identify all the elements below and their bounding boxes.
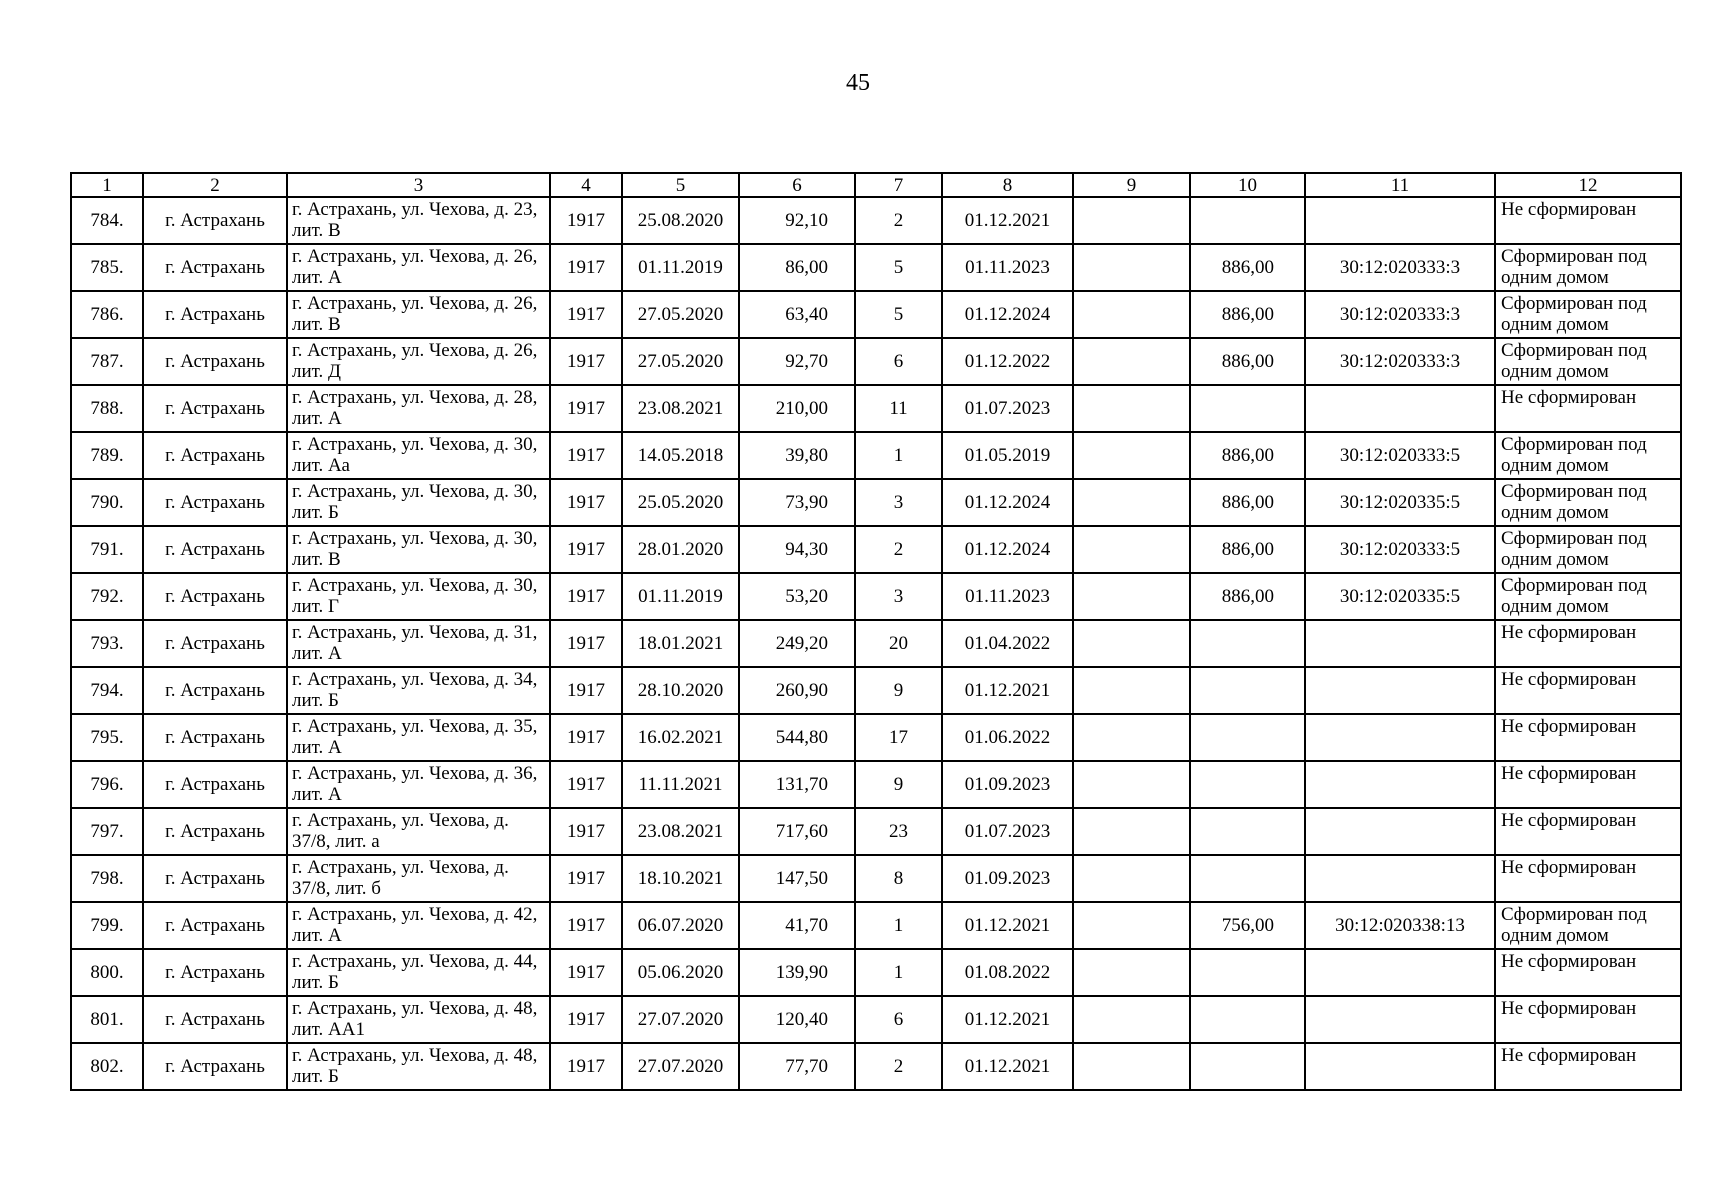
column-9-cell — [1073, 479, 1190, 526]
year-cell: 1917 — [550, 761, 622, 808]
settlement-cell: г. Астрахань — [143, 479, 287, 526]
address-cell: г. Астрахань, ул. Чехова, д. 31, лит. А — [287, 620, 550, 667]
area-cell: 249,20 — [739, 620, 855, 667]
residents-cell: 5 — [855, 244, 942, 291]
row-number-cell: 786. — [71, 291, 143, 338]
column-header-9: 9 — [1073, 173, 1190, 197]
table-row — [71, 244, 1681, 291]
table-row — [71, 432, 1681, 479]
year-cell: 1917 — [550, 808, 622, 855]
address-cell: г. Астрахань, ул. Чехова, д. 26, лит. Д — [287, 338, 550, 385]
land-status-cell: Не сформирован — [1495, 949, 1681, 996]
recognition-date-cell: 14.05.2018 — [622, 432, 739, 479]
year-cell: 1917 — [550, 526, 622, 573]
area-cell: 120,40 — [739, 996, 855, 1043]
column-header-4: 4 — [550, 173, 622, 197]
recognition-date-cell: 23.08.2021 — [622, 808, 739, 855]
row-number-cell: 793. — [71, 620, 143, 667]
land-area-cell — [1190, 385, 1305, 432]
land-area-cell: 886,00 — [1190, 432, 1305, 479]
area-cell: 63,40 — [739, 291, 855, 338]
column-header-10: 10 — [1190, 173, 1305, 197]
resettlement-date-cell: 01.09.2023 — [942, 855, 1073, 902]
table-row — [71, 1043, 1681, 1090]
row-number-cell: 788. — [71, 385, 143, 432]
year-cell: 1917 — [550, 1043, 622, 1090]
cadastral-number-cell: 30:12:020333:3 — [1305, 291, 1495, 338]
land-status-cell: Сформирован под одним домом — [1495, 902, 1681, 949]
column-header-11: 11 — [1305, 173, 1495, 197]
column-header-3: 3 — [287, 173, 550, 197]
year-cell: 1917 — [550, 996, 622, 1043]
column-header-6: 6 — [739, 173, 855, 197]
address-cell: г. Астрахань, ул. Чехова, д. 28, лит. А — [287, 385, 550, 432]
resettlement-date-cell: 01.07.2023 — [942, 385, 1073, 432]
area-cell: 39,80 — [739, 432, 855, 479]
address-cell: г. Астрахань, ул. Чехова, д. 30, лит. В — [287, 526, 550, 573]
table-row — [71, 996, 1681, 1043]
land-status-cell: Сформирован под одним домом — [1495, 526, 1681, 573]
recognition-date-cell: 27.07.2020 — [622, 1043, 739, 1090]
settlement-cell: г. Астрахань — [143, 808, 287, 855]
cadastral-number-cell — [1305, 385, 1495, 432]
land-area-cell — [1190, 620, 1305, 667]
table-row — [71, 573, 1681, 620]
row-number-cell: 794. — [71, 667, 143, 714]
year-cell: 1917 — [550, 949, 622, 996]
recognition-date-cell: 27.05.2020 — [622, 291, 739, 338]
column-9-cell — [1073, 855, 1190, 902]
land-status-cell: Сформирован под одним домом — [1495, 573, 1681, 620]
cadastral-number-cell: 30:12:020338:13 — [1305, 902, 1495, 949]
residents-cell: 20 — [855, 620, 942, 667]
settlement-cell: г. Астрахань — [143, 949, 287, 996]
recognition-date-cell: 06.07.2020 — [622, 902, 739, 949]
cadastral-number-cell — [1305, 808, 1495, 855]
land-area-cell — [1190, 761, 1305, 808]
land-area-cell: 886,00 — [1190, 244, 1305, 291]
address-cell: г. Астрахань, ул. Чехова, д. 34, лит. Б — [287, 667, 550, 714]
land-area-cell: 886,00 — [1190, 573, 1305, 620]
settlement-cell: г. Астрахань — [143, 338, 287, 385]
land-status-cell: Сформирован под одним домом — [1495, 338, 1681, 385]
land-status-cell: Не сформирован — [1495, 197, 1681, 244]
table-row — [71, 667, 1681, 714]
residents-cell: 2 — [855, 526, 942, 573]
recognition-date-cell: 18.01.2021 — [622, 620, 739, 667]
settlement-cell: г. Астрахань — [143, 902, 287, 949]
area-cell: 77,70 — [739, 1043, 855, 1090]
land-area-cell: 886,00 — [1190, 479, 1305, 526]
address-cell: г. Астрахань, ул. Чехова, д. 26, лит. А — [287, 244, 550, 291]
row-number-cell: 789. — [71, 432, 143, 479]
row-number-cell: 799. — [71, 902, 143, 949]
residents-cell: 3 — [855, 573, 942, 620]
settlement-cell: г. Астрахань — [143, 667, 287, 714]
settlement-cell: г. Астрахань — [143, 573, 287, 620]
land-area-cell — [1190, 714, 1305, 761]
table-row — [71, 385, 1681, 432]
recognition-date-cell: 28.10.2020 — [622, 667, 739, 714]
row-number-cell: 790. — [71, 479, 143, 526]
address-cell: г. Астрахань, ул. Чехова, д. 48, лит. АА1 — [287, 996, 550, 1043]
resettlement-date-cell: 01.12.2021 — [942, 996, 1073, 1043]
resettlement-date-cell: 01.12.2024 — [942, 526, 1073, 573]
land-status-cell: Не сформирован — [1495, 667, 1681, 714]
column-9-cell — [1073, 573, 1190, 620]
year-cell: 1917 — [550, 432, 622, 479]
recognition-date-cell: 28.01.2020 — [622, 526, 739, 573]
table-row — [71, 620, 1681, 667]
cadastral-number-cell: 30:12:020335:5 — [1305, 573, 1495, 620]
column-9-cell — [1073, 432, 1190, 479]
resettlement-date-cell: 01.08.2022 — [942, 949, 1073, 996]
column-header-1: 1 — [71, 173, 143, 197]
residents-cell: 2 — [855, 1043, 942, 1090]
page-number: 45 — [846, 70, 870, 96]
land-area-cell: 886,00 — [1190, 291, 1305, 338]
resettlement-date-cell: 01.12.2022 — [942, 338, 1073, 385]
column-9-cell — [1073, 667, 1190, 714]
row-number-cell: 801. — [71, 996, 143, 1043]
year-cell: 1917 — [550, 338, 622, 385]
residents-cell: 6 — [855, 338, 942, 385]
row-number-cell: 792. — [71, 573, 143, 620]
cadastral-number-cell — [1305, 620, 1495, 667]
cadastral-number-cell — [1305, 949, 1495, 996]
settlement-cell: г. Астрахань — [143, 244, 287, 291]
address-cell: г. Астрахань, ул. Чехова, д. 42, лит. А — [287, 902, 550, 949]
land-area-cell — [1190, 855, 1305, 902]
resettlement-date-cell: 01.07.2023 — [942, 808, 1073, 855]
year-cell: 1917 — [550, 385, 622, 432]
area-cell: 210,00 — [739, 385, 855, 432]
column-9-cell — [1073, 244, 1190, 291]
row-number-cell: 795. — [71, 714, 143, 761]
land-area-cell: 756,00 — [1190, 902, 1305, 949]
settlement-cell: г. Астрахань — [143, 855, 287, 902]
column-9-cell — [1073, 714, 1190, 761]
land-area-cell — [1190, 1043, 1305, 1090]
column-header-8: 8 — [942, 173, 1073, 197]
land-area-cell — [1190, 197, 1305, 244]
cadastral-number-cell — [1305, 667, 1495, 714]
residents-cell: 8 — [855, 855, 942, 902]
table-row — [71, 338, 1681, 385]
recognition-date-cell: 25.08.2020 — [622, 197, 739, 244]
land-status-cell: Не сформирован — [1495, 761, 1681, 808]
resettlement-date-cell: 01.11.2023 — [942, 573, 1073, 620]
column-header-7: 7 — [855, 173, 942, 197]
area-cell: 147,50 — [739, 855, 855, 902]
resettlement-date-cell: 01.06.2022 — [942, 714, 1073, 761]
address-cell: г. Астрахань, ул. Чехова, д. 26, лит. В — [287, 291, 550, 338]
residents-cell: 9 — [855, 667, 942, 714]
residents-cell: 23 — [855, 808, 942, 855]
resettlement-date-cell: 01.12.2024 — [942, 291, 1073, 338]
land-status-cell: Не сформирован — [1495, 714, 1681, 761]
land-area-cell — [1190, 808, 1305, 855]
column-9-cell — [1073, 949, 1190, 996]
address-cell: г. Астрахань, ул. Чехова, д. 35, лит. А — [287, 714, 550, 761]
cadastral-number-cell — [1305, 761, 1495, 808]
row-number-cell: 797. — [71, 808, 143, 855]
column-9-cell — [1073, 996, 1190, 1043]
row-number-cell: 798. — [71, 855, 143, 902]
column-9-cell — [1073, 197, 1190, 244]
row-number-cell: 785. — [71, 244, 143, 291]
year-cell: 1917 — [550, 714, 622, 761]
cadastral-number-cell — [1305, 855, 1495, 902]
row-number-cell: 791. — [71, 526, 143, 573]
row-number-cell: 784. — [71, 197, 143, 244]
resettlement-date-cell: 01.11.2023 — [942, 244, 1073, 291]
column-9-cell — [1073, 808, 1190, 855]
area-cell: 86,00 — [739, 244, 855, 291]
residents-cell: 3 — [855, 479, 942, 526]
land-status-cell: Сформирован под одним домом — [1495, 432, 1681, 479]
table-row — [71, 761, 1681, 808]
area-cell: 53,20 — [739, 573, 855, 620]
year-cell: 1917 — [550, 855, 622, 902]
recognition-date-cell: 16.02.2021 — [622, 714, 739, 761]
land-status-cell: Не сформирован — [1495, 385, 1681, 432]
land-area-cell — [1190, 667, 1305, 714]
settlement-cell: г. Астрахань — [143, 385, 287, 432]
land-area-cell: 886,00 — [1190, 526, 1305, 573]
recognition-date-cell: 18.10.2021 — [622, 855, 739, 902]
cadastral-number-cell: 30:12:020333:5 — [1305, 432, 1495, 479]
column-number-row — [71, 173, 1681, 197]
row-number-cell: 802. — [71, 1043, 143, 1090]
column-9-cell — [1073, 385, 1190, 432]
cadastral-number-cell: 30:12:020333:3 — [1305, 244, 1495, 291]
table-row — [71, 808, 1681, 855]
table-row — [71, 714, 1681, 761]
address-cell: г. Астрахань, ул. Чехова, д. 37/8, лит. б — [287, 855, 550, 902]
recognition-date-cell: 27.07.2020 — [622, 996, 739, 1043]
row-number-cell: 787. — [71, 338, 143, 385]
settlement-cell: г. Астрахань — [143, 761, 287, 808]
recognition-date-cell: 01.11.2019 — [622, 573, 739, 620]
area-cell: 260,90 — [739, 667, 855, 714]
resettlement-date-cell: 01.05.2019 — [942, 432, 1073, 479]
resettlement-date-cell: 01.09.2023 — [942, 761, 1073, 808]
year-cell: 1917 — [550, 197, 622, 244]
settlement-cell: г. Астрахань — [143, 996, 287, 1043]
address-cell: г. Астрахань, ул. Чехова, д. 36, лит. А — [287, 761, 550, 808]
land-status-cell: Сформирован под одним домом — [1495, 479, 1681, 526]
land-area-cell: 886,00 — [1190, 338, 1305, 385]
row-number-cell: 800. — [71, 949, 143, 996]
address-cell: г. Астрахань, ул. Чехова, д. 23, лит. В — [287, 197, 550, 244]
address-cell: г. Астрахань, ул. Чехова, д. 30, лит. Б — [287, 479, 550, 526]
resettlement-date-cell: 01.12.2021 — [942, 667, 1073, 714]
land-area-cell — [1190, 949, 1305, 996]
land-status-cell: Не сформирован — [1495, 996, 1681, 1043]
column-9-cell — [1073, 291, 1190, 338]
recognition-date-cell: 11.11.2021 — [622, 761, 739, 808]
residents-cell: 17 — [855, 714, 942, 761]
table-row — [71, 197, 1681, 244]
cadastral-number-cell — [1305, 996, 1495, 1043]
column-header-2: 2 — [143, 173, 287, 197]
cadastral-number-cell: 30:12:020333:3 — [1305, 338, 1495, 385]
area-cell: 139,90 — [739, 949, 855, 996]
row-number-cell: 796. — [71, 761, 143, 808]
residents-cell: 1 — [855, 432, 942, 479]
recognition-date-cell: 01.11.2019 — [622, 244, 739, 291]
recognition-date-cell: 23.08.2021 — [622, 385, 739, 432]
residents-cell: 9 — [855, 761, 942, 808]
residents-cell: 5 — [855, 291, 942, 338]
area-cell: 717,60 — [739, 808, 855, 855]
column-9-cell — [1073, 761, 1190, 808]
table-body — [71, 197, 1681, 1090]
area-cell: 73,90 — [739, 479, 855, 526]
table-row — [71, 902, 1681, 949]
settlement-cell: г. Астрахань — [143, 197, 287, 244]
land-status-cell: Не сформирован — [1495, 620, 1681, 667]
table-row — [71, 291, 1681, 338]
column-9-cell — [1073, 1043, 1190, 1090]
residents-cell: 1 — [855, 902, 942, 949]
land-status-cell: Не сформирован — [1495, 855, 1681, 902]
year-cell: 1917 — [550, 902, 622, 949]
cadastral-number-cell — [1305, 714, 1495, 761]
column-header-12: 12 — [1495, 173, 1681, 197]
year-cell: 1917 — [550, 573, 622, 620]
land-status-cell: Не сформирован — [1495, 1043, 1681, 1090]
cadastral-number-cell — [1305, 197, 1495, 244]
year-cell: 1917 — [550, 291, 622, 338]
year-cell: 1917 — [550, 620, 622, 667]
area-cell: 131,70 — [739, 761, 855, 808]
address-cell: г. Астрахань, ул. Чехова, д. 30, лит. Аа — [287, 432, 550, 479]
settlement-cell: г. Астрахань — [143, 526, 287, 573]
year-cell: 1917 — [550, 244, 622, 291]
column-9-cell — [1073, 338, 1190, 385]
residents-cell: 6 — [855, 996, 942, 1043]
resettlement-date-cell: 01.12.2024 — [942, 479, 1073, 526]
recognition-date-cell: 25.05.2020 — [622, 479, 739, 526]
residents-cell: 11 — [855, 385, 942, 432]
cadastral-number-cell: 30:12:020335:5 — [1305, 479, 1495, 526]
cadastral-number-cell — [1305, 1043, 1495, 1090]
land-status-cell: Сформирован под одним домом — [1495, 244, 1681, 291]
column-9-cell — [1073, 526, 1190, 573]
address-cell: г. Астрахань, ул. Чехова, д. 37/8, лит. а — [287, 808, 550, 855]
recognition-date-cell: 05.06.2020 — [622, 949, 739, 996]
land-status-cell: Не сформирован — [1495, 808, 1681, 855]
address-cell: г. Астрахань, ул. Чехова, д. 48, лит. Б — [287, 1043, 550, 1090]
cadastral-number-cell: 30:12:020333:5 — [1305, 526, 1495, 573]
settlement-cell: г. Астрахань — [143, 432, 287, 479]
settlement-cell: г. Астрахань — [143, 1043, 287, 1090]
address-cell: г. Астрахань, ул. Чехова, д. 30, лит. Г — [287, 573, 550, 620]
table-row — [71, 855, 1681, 902]
table-row — [71, 479, 1681, 526]
settlement-cell: г. Астрахань — [143, 620, 287, 667]
residents-cell: 2 — [855, 197, 942, 244]
recognition-date-cell: 27.05.2020 — [622, 338, 739, 385]
area-cell: 94,30 — [739, 526, 855, 573]
year-cell: 1917 — [550, 667, 622, 714]
area-cell: 544,80 — [739, 714, 855, 761]
resettlement-date-cell: 01.04.2022 — [942, 620, 1073, 667]
table-row — [71, 526, 1681, 573]
land-area-cell — [1190, 996, 1305, 1043]
area-cell: 92,70 — [739, 338, 855, 385]
settlement-cell: г. Астрахань — [143, 291, 287, 338]
column-header-5: 5 — [622, 173, 739, 197]
resettlement-date-cell: 01.12.2021 — [942, 902, 1073, 949]
residents-cell: 1 — [855, 949, 942, 996]
area-cell: 41,70 — [739, 902, 855, 949]
land-status-cell: Сформирован под одним домом — [1495, 291, 1681, 338]
column-9-cell — [1073, 902, 1190, 949]
housing-register-table — [70, 172, 1682, 1091]
area-cell: 92,10 — [739, 197, 855, 244]
table-row — [71, 949, 1681, 996]
column-9-cell — [1073, 620, 1190, 667]
year-cell: 1917 — [550, 479, 622, 526]
settlement-cell: г. Астрахань — [143, 714, 287, 761]
address-cell: г. Астрахань, ул. Чехова, д. 44, лит. Б — [287, 949, 550, 996]
resettlement-date-cell: 01.12.2021 — [942, 1043, 1073, 1090]
resettlement-date-cell: 01.12.2021 — [942, 197, 1073, 244]
